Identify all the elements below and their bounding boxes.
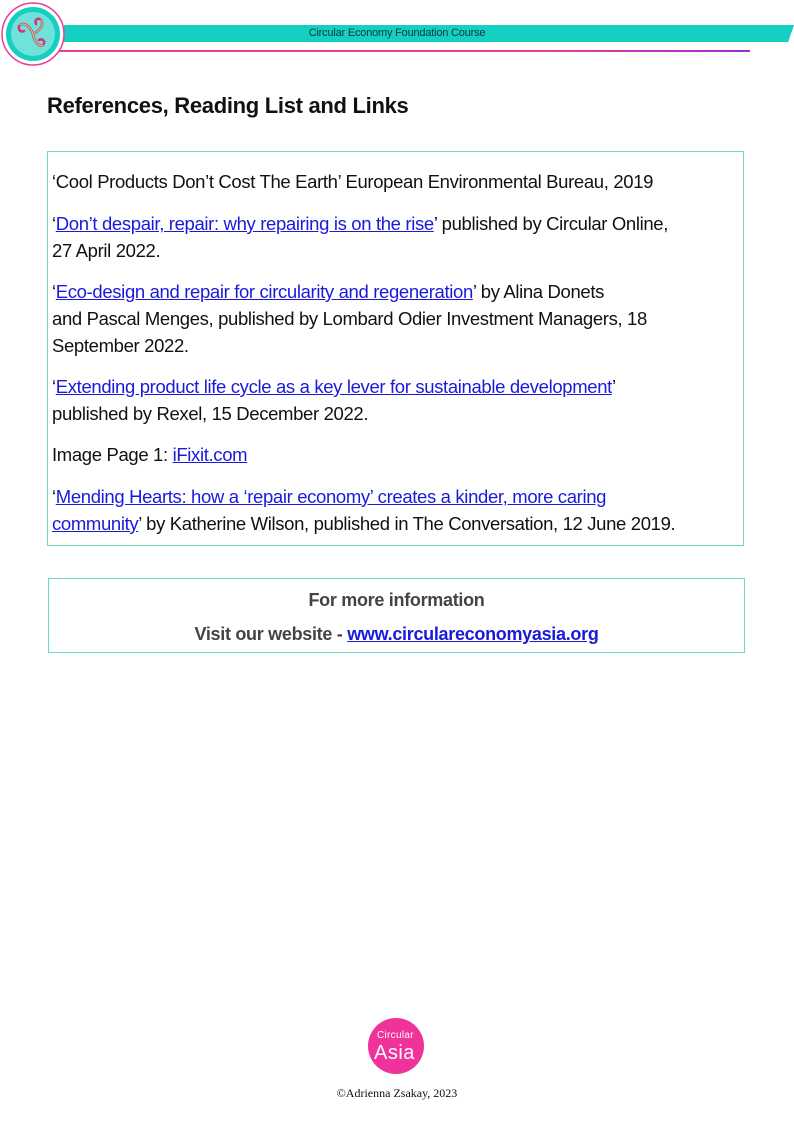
- reference-text: ‘: [52, 213, 56, 234]
- reference-item: [52, 210, 668, 264]
- reference-text: ‘: [52, 486, 56, 507]
- reference-text: September 2022.: [52, 335, 189, 356]
- reference-link[interactable]: Extending product life cycle as a key lever for sustainable development: [55, 376, 612, 397]
- reference-text: published by Rexel, 15 December 2022.: [52, 403, 369, 424]
- reference-text: ’ published by Circular Online,: [433, 213, 669, 234]
- page-title: References, Reading List and Links: [47, 93, 409, 118]
- reference-link[interactable]: Don’t despair, repair: why repairing is on the rise: [55, 213, 434, 234]
- course-title: Circular Economy Foundation Course: [308, 27, 486, 39]
- reference-text: ’: [611, 376, 616, 397]
- website-link[interactable]: www.circulareconomyasia.org: [347, 624, 599, 644]
- reference-item: [52, 168, 653, 195]
- copyright: ©Adrienna Zsakay, 2023: [336, 1086, 458, 1100]
- more-info-heading: For more information: [308, 590, 485, 610]
- reference-item: [52, 441, 247, 468]
- reference-text: Image Page 1:: [52, 444, 173, 465]
- reference-text: ‘: [52, 281, 56, 302]
- more-info-box: [48, 578, 745, 653]
- reference-text: and Pascal Menges, published by Lombard Odier Investment Managers, 18: [52, 308, 647, 329]
- reference-link[interactable]: iFixit.com: [172, 444, 248, 465]
- reference-text: 27 April 2022.: [52, 240, 161, 261]
- reference-link[interactable]: Eco-design and repair for circularity and regeneration: [55, 281, 473, 302]
- logo-text-asia: Asia: [374, 1042, 415, 1064]
- reference-item: [52, 373, 616, 427]
- reference-text: ’ by Katherine Wilson, published in The Conversation, 12 June 2019.: [138, 513, 676, 534]
- reference-link[interactable]: Mending Hearts: how a ‘repair economy’ creates a kinder, more caring: [55, 486, 607, 507]
- triskelion-logo-icon: [0, 0, 66, 68]
- logo-text-circular: Circular: [377, 1030, 414, 1041]
- reference-text: ‘Cool Products Don’t Cost The Earth’ European Environmental Bureau, 2019: [52, 171, 654, 192]
- references-box: [47, 151, 744, 546]
- website-label: Visit our website -: [194, 624, 348, 644]
- reference-link[interactable]: community: [52, 513, 139, 534]
- header-divider: [56, 50, 750, 52]
- website-line: [49, 624, 744, 645]
- reference-text: ’ by Alina Donets: [472, 281, 605, 302]
- reference-text: ‘: [52, 376, 56, 397]
- circular-asia-logo: [368, 1018, 424, 1074]
- reference-item: [52, 278, 647, 359]
- reference-item: [52, 483, 675, 537]
